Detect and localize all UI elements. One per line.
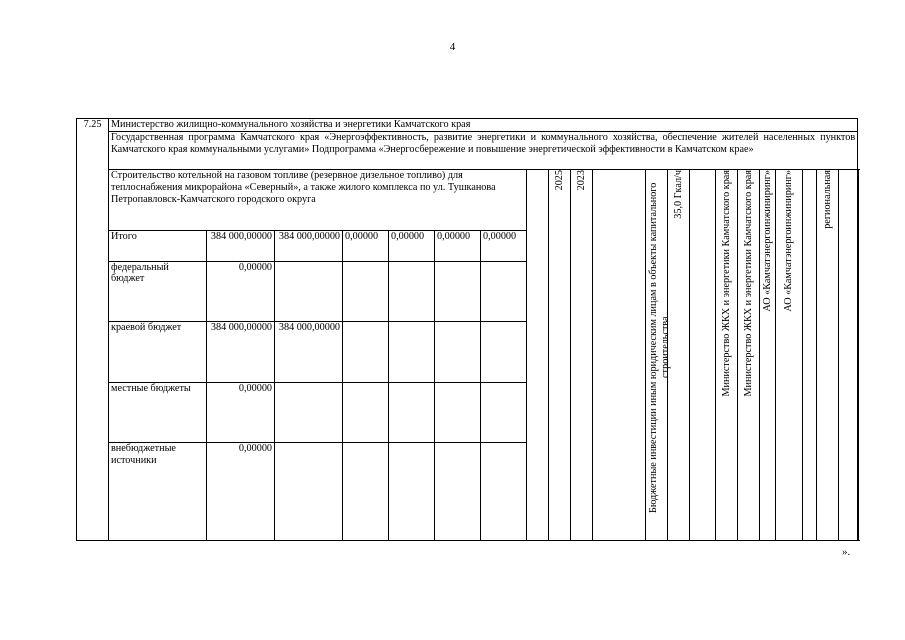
- funding-v1: 384 000,00000: [275, 322, 343, 383]
- empty-col-e: [839, 170, 858, 541]
- start-year: 2023: [575, 170, 587, 191]
- funding-v2: [343, 382, 389, 443]
- capacity: 35,0 Гкал/ч: [672, 170, 684, 219]
- funding-v3: [389, 382, 435, 443]
- funding-label: местные бюджеты: [109, 382, 207, 443]
- ministry-heading: Министерство жилищно-коммунального хозяйства и энергетики Камчатского края: [109, 119, 858, 132]
- org-1: АО «Камчатэнергоинжиниринг»: [762, 170, 773, 312]
- end-year-cell: [549, 170, 571, 541]
- funding-v5: [481, 382, 527, 443]
- funding-v5: [481, 261, 527, 322]
- funding-v1: 384 000,00000: [275, 230, 343, 261]
- funding-v2: [343, 261, 389, 322]
- row-number: 7.25: [77, 119, 109, 541]
- start-year-cell: [571, 170, 593, 541]
- funding-v4: [435, 443, 481, 541]
- funding-v4: [435, 322, 481, 383]
- funding-total: 384 000,00000: [207, 322, 275, 383]
- org-2: АО «Камчатэнергоинжиниринг»: [783, 170, 795, 312]
- funding-v3: 0,00000: [389, 230, 435, 261]
- funding-v4: [435, 261, 481, 322]
- program-heading: Государственная программа Камчатского края «Энергоэффективность, развитие энергетики и коммунального хозяйства, обеспечение жителей населенных пунктов Камчатского края коммунальными услугами» Подпрограмма «Энергосбережение и повышение энергетической эффективности в Камчатском крае»: [109, 131, 858, 169]
- funding-v5: 0,00000: [481, 230, 527, 261]
- funding-v1: [275, 443, 343, 541]
- responsible-2-cell: [738, 170, 760, 541]
- empty-col-b: [593, 170, 646, 541]
- funding-v3: [389, 261, 435, 322]
- funding-total: 0,00000: [207, 443, 275, 541]
- program-table-wrapper: [76, 118, 859, 541]
- funding-v1: [275, 382, 343, 443]
- funding-v2: [343, 322, 389, 383]
- funding-v3: [389, 443, 435, 541]
- empty-col-a: [527, 170, 549, 541]
- funding-v3: [389, 322, 435, 383]
- responsible-2: Министерство ЖКХ и энергетики Камчатского края: [742, 170, 754, 397]
- funding-v4: 0,00000: [435, 230, 481, 261]
- funding-total: 384 000,00000: [207, 230, 275, 261]
- empty-col-c: [690, 170, 716, 541]
- closing-quote-mark: ».: [842, 546, 851, 558]
- funding-total: 0,00000: [207, 261, 275, 322]
- funding-label: краевой бюджет: [109, 322, 207, 383]
- responsible-1-cell: [716, 170, 738, 541]
- program-table: [76, 118, 859, 541]
- investment-form-cell: [646, 170, 671, 541]
- level-cell: [817, 170, 839, 541]
- investment-form: Бюджетные инвестиции иным юридическим лицам в объекты капитального строительства: [648, 182, 671, 513]
- funding-v5: [481, 322, 527, 383]
- funding-label: Итого: [109, 230, 207, 261]
- end-year: 2025: [553, 170, 565, 191]
- org-1-cell: [760, 170, 776, 541]
- responsible-1: Министерство ЖКХ и энергетики Камчатского края: [720, 170, 732, 397]
- funding-v2: 0,00000: [343, 230, 389, 261]
- funding-v5: [481, 443, 527, 541]
- funding-v1: [275, 261, 343, 322]
- funding-label: федеральный бюджет: [109, 261, 207, 322]
- empty-col-d: [803, 170, 817, 541]
- funding-label: внебюджетные источники: [109, 443, 207, 541]
- org-2-cell: [776, 170, 803, 541]
- funding-v2: [343, 443, 389, 541]
- funding-total: 0,00000: [207, 382, 275, 443]
- level: региональная: [821, 170, 833, 229]
- project-title: Строительство котельной на газовом топливе (резервное дизельное топливо) для теплоснабжения микрорайона «Северный», а также жилого комплекса по ул. Тушканова Петропавловск-Камчатского городского округа: [109, 170, 527, 231]
- page-number: 4: [449, 41, 456, 53]
- funding-v4: [435, 382, 481, 443]
